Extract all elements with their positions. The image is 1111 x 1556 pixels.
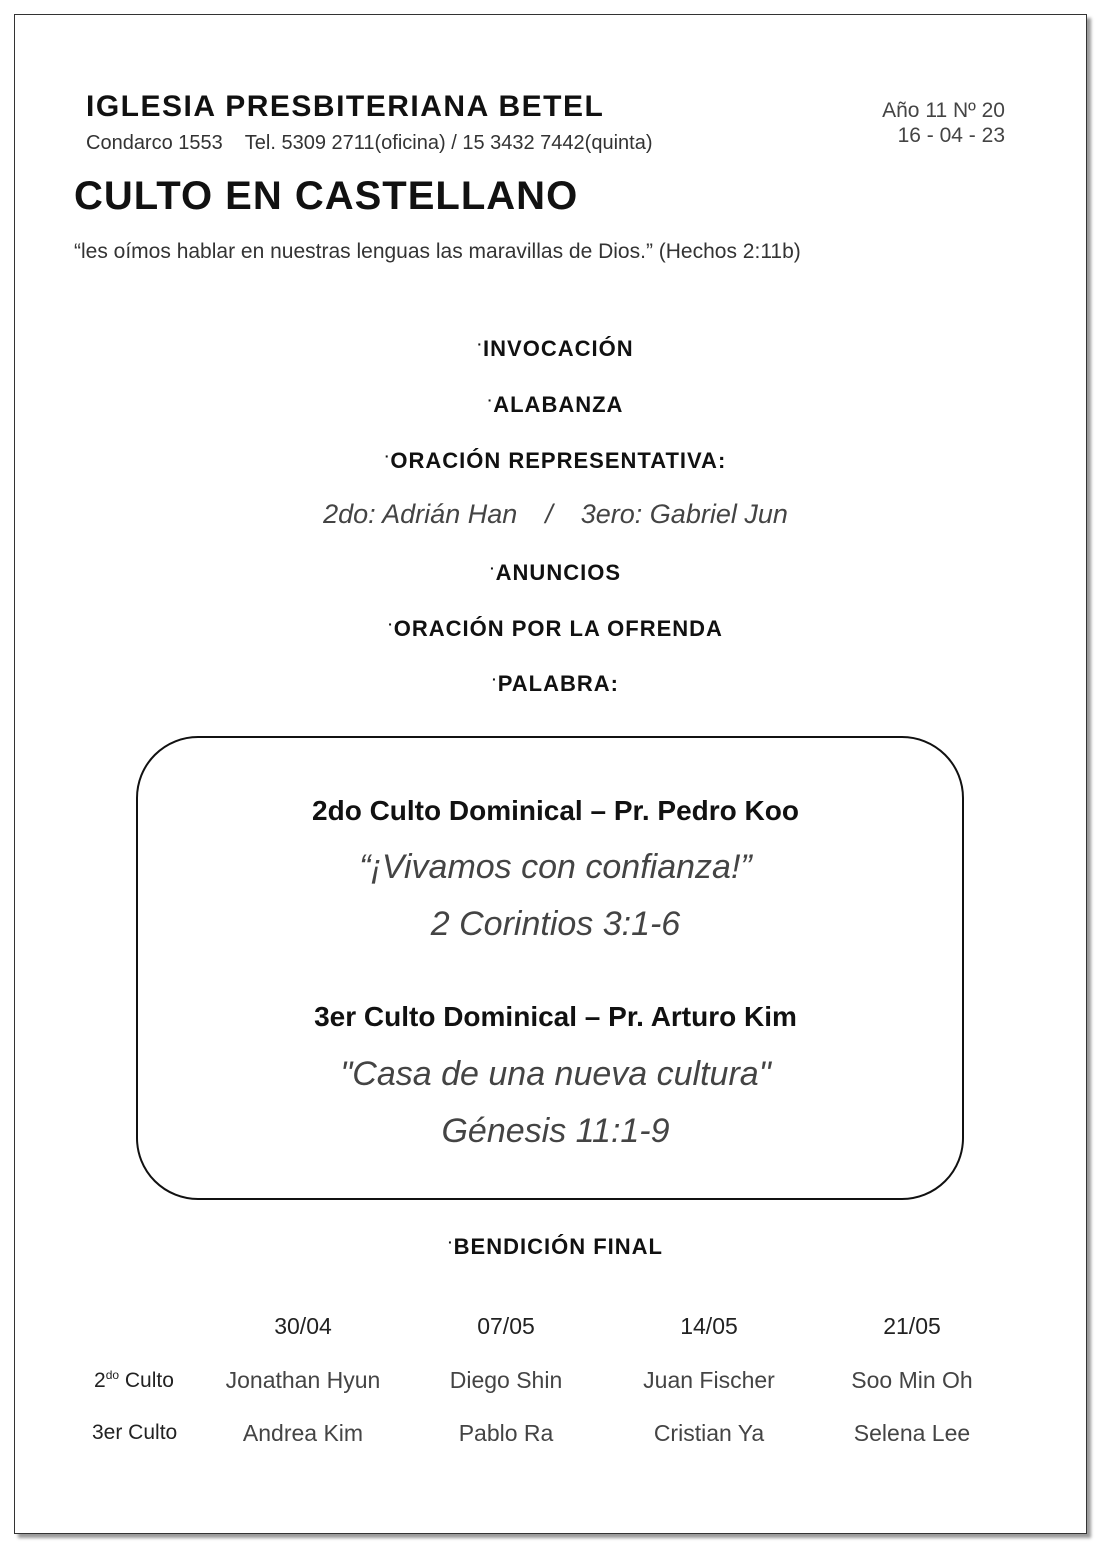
address: Condarco 1553 <box>86 132 223 154</box>
order-oracion-representativa: ·ORACIÓN REPRESENTATIVA: <box>384 448 727 473</box>
issue-date: 16 - 04 - 23 <box>897 124 1005 147</box>
sermon-2-service: 3er Culto Dominical – Pr. Arturo Kim <box>314 1001 797 1032</box>
prayer-separator: / <box>545 499 553 529</box>
sermon-2-reference: Génesis 11:1-9 <box>441 1112 670 1150</box>
sermon-1-service: 2do Culto Dominical – Pr. Pedro Koo <box>312 795 799 826</box>
schedule-name: Soo Min Oh <box>851 1367 973 1393</box>
schedule-row-label-3er: 3er Culto <box>92 1421 178 1444</box>
schedule-date: 07/05 <box>477 1313 535 1339</box>
sermon-1-title: “¡Vivamos con confianza!” <box>359 848 752 886</box>
order-anuncios: ·ANUNCIOS <box>489 560 621 585</box>
prayer-2do: 2do: Adrián Han <box>323 499 518 529</box>
order-palabra: ·PALABRA: <box>492 671 619 696</box>
prayer-3ero: 3ero: Gabriel Jun <box>580 499 788 529</box>
theme-verse: “les oímos hablar en nuestras lenguas las maravillas de Dios.” (Hechos 2:11b) <box>74 240 801 263</box>
order-invocacion: ·INVOCACIÓN <box>477 336 634 361</box>
issue-info <box>882 98 1005 148</box>
page-title: CULTO EN CASTELLANO <box>74 174 579 218</box>
schedule-name: Pablo Ra <box>458 1420 554 1446</box>
schedule-row-label-2do: $2^{do}$ Culto <box>94 1368 174 1392</box>
church-name: IGLESIA PRESBITERIANA BETEL <box>86 90 605 123</box>
schedule-name: Andrea Kim <box>242 1420 364 1446</box>
representative-prayers <box>0 499 1111 530</box>
schedule-name: Juan Fischer <box>643 1367 775 1393</box>
order-oracion-ofrenda: ·ORACIÓN POR LA OFRENDA <box>388 616 723 641</box>
schedule-name: Jonathan Hyun <box>225 1367 381 1393</box>
schedule-name: Diego Shin <box>449 1367 563 1393</box>
schedule-date: 21/05 <box>883 1313 941 1339</box>
order-alabanza: ·ALABANZA <box>487 392 624 417</box>
schedule-date: 14/05 <box>680 1313 738 1339</box>
schedule-name: Selena Lee <box>853 1420 971 1446</box>
church-address-line <box>86 132 652 155</box>
sermon-2-title: "Casa de una nueva cultura" <box>340 1055 771 1093</box>
issue-number: Año 11 Nº 20 <box>882 99 1005 122</box>
schedule-name: Cristian Ya <box>653 1420 765 1446</box>
sermon-1-reference: 2 Corintios 3:1-6 <box>430 905 681 943</box>
schedule-date: 30/04 <box>274 1313 332 1339</box>
phone: Tel. 5309 2711(oficina) / 15 3432 7442(quinta) <box>244 132 653 154</box>
order-bendicion: ·BENDICIÓN FINAL <box>448 1234 663 1259</box>
